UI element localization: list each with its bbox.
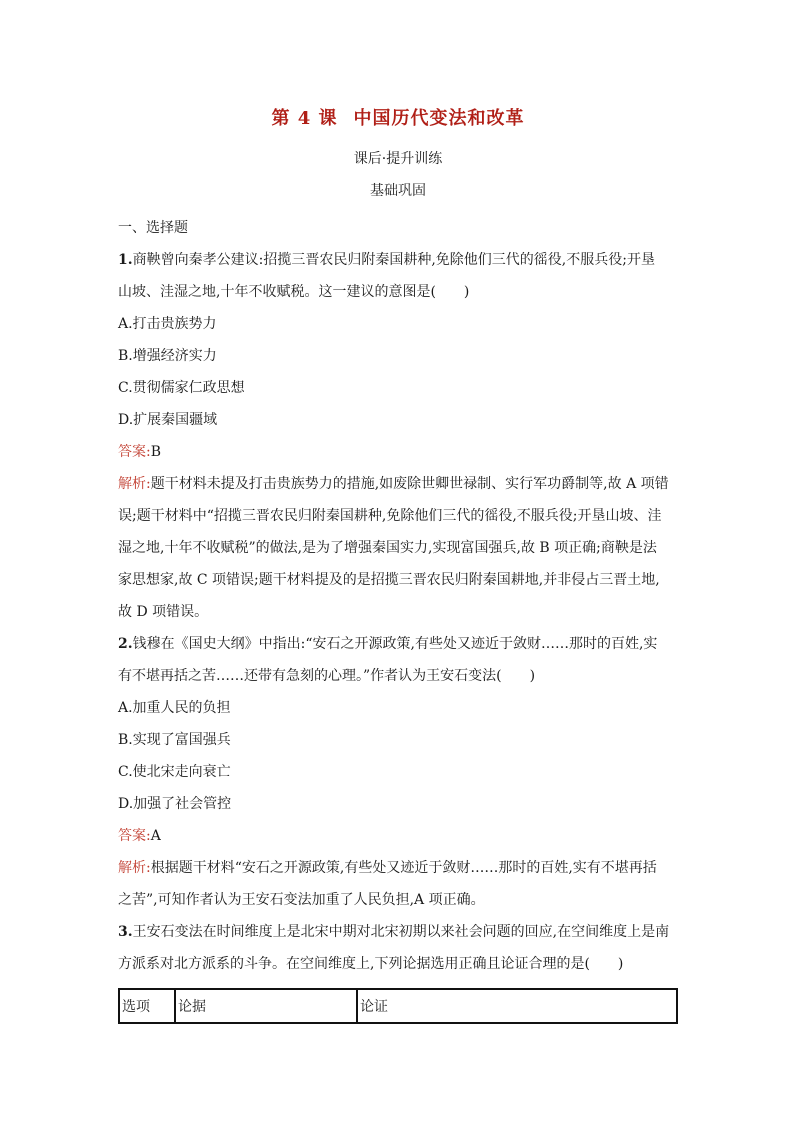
q1-stem-line: 山坡、洼湿之地,十年不收赋税。这一建议的意图是( ) [118, 284, 470, 300]
q2-number: 2. [118, 636, 133, 652]
lesson-title: 中国历代变法和改革 [353, 108, 525, 129]
q1-analysis-line: 解析:题干材料未提及打击贵族势力的措施,如废除世卿世禄制、实行军功爵制等,故 A 项错 [118, 476, 669, 492]
q3-stem-line: 3.王安石变法在时间维度上是北宋中期对北宋初期以来社会问题的回应,在空间维度上是南 [118, 924, 670, 940]
section-heading: 基础巩固 [370, 183, 426, 199]
table-header-row [119, 989, 677, 1023]
q1-option-b: B.增强经济实力 [118, 348, 217, 364]
q2-option-c: C.使北宋走向衰亡 [118, 764, 231, 780]
q2-analysis-line: 之苦”,可知作者认为王安石变法加重了人民负担,A 项正确。 [118, 892, 485, 908]
q1-option-d: D.扩展秦国疆域 [118, 412, 218, 428]
q2-option-b: B.实现了富国强兵 [118, 732, 231, 748]
q2-option-a: A.加重人民的负担 [118, 700, 231, 716]
q1-stem-line: 1.商鞅曾向秦孝公建议:招揽三晋农民归附秦国耕种,免除他们三代的徭役,不服兵役;开垦 [118, 252, 655, 268]
q1-option-c: C.贯彻儒家仁政思想 [118, 380, 245, 396]
q2-option-d: D.加强了社会管控 [118, 796, 232, 812]
q2-stem-line: 2.钱穆在《国史大纲》中指出:“安石之开源政策,有些处又迹近于敛财……那时的百姓,实 [118, 636, 658, 652]
q1-option-a: A.打击贵族势力 [118, 316, 217, 332]
page-subtitle: 课后·提升训练 [353, 151, 443, 167]
q3-number: 3. [118, 924, 133, 940]
table-header-cell: 选项 [119, 989, 175, 1023]
question-content [118, 212, 678, 980]
q1-analysis-line: 湿之地,十年不收赋税”的做法,是为了增强秦国实力,实现富国强兵,故 B 项正确;商鞅是法 [118, 540, 657, 556]
table-header-cell: 论证 [357, 989, 677, 1023]
q1-analysis-line: 家思想家,故 C 项错误;题干材料提及的是招揽三晋农民归附秦国耕地,并非侵占三晋土地, [118, 572, 660, 588]
q1-number: 1. [118, 252, 133, 268]
q2-stem-line: 有不堪再括之苦……还带有急刻的心理。”作者认为王安石变法( ) [118, 668, 536, 684]
q1-answer: 答案:B [118, 444, 162, 460]
q1-analysis-line: 故 D 项错误。 [118, 604, 209, 620]
q2-analysis-line: 解析:根据题干材料“安石之开源政策,有些处又迹近于敛财……那时的百姓,实有不堪再括 [118, 860, 657, 876]
q3-options-table [118, 988, 678, 1024]
q3-stem-line: 方派系对北方派系的斗争。在空间维度上,下列论据选用正确且论证合理的是( ) [118, 956, 624, 972]
part-heading: 一、选择题 [118, 220, 188, 236]
table-header-cell: 论据 [175, 989, 357, 1023]
page-title [118, 104, 678, 130]
lesson-number: 第 4 课 [271, 108, 338, 129]
q1-analysis-line: 误;题干材料中“招揽三晋农民归附秦国耕种,免除他们三代的徭役,不服兵役;开垦山坡、洼 [118, 508, 662, 524]
q2-answer: 答案:A [118, 828, 161, 844]
